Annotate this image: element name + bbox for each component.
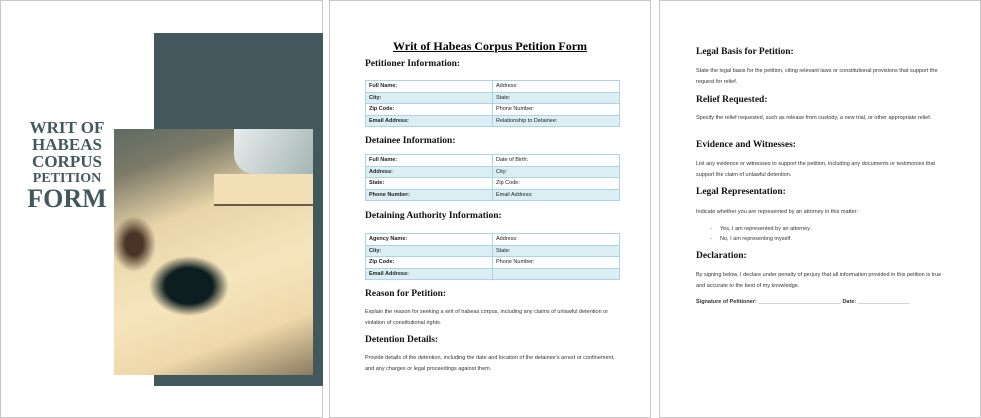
form-field-cell[interactable]: Email Address: [493, 189, 620, 201]
form-field-cell[interactable]: Email Address: [366, 115, 493, 127]
form-page-1 [329, 0, 651, 418]
option-represented: - Yes, I am represented by an attorney. [710, 224, 811, 234]
form-field-cell[interactable]: City: [366, 92, 493, 104]
section-heading: Declaration: [696, 251, 747, 261]
table-row [366, 178, 620, 190]
form-field-cell[interactable]: Relationship to Detainee: [493, 115, 620, 127]
form-field-cell[interactable]: State: [493, 92, 620, 104]
table-row [366, 115, 620, 127]
table-row [366, 81, 620, 93]
form-field-cell[interactable]: Phone Number: [366, 189, 493, 201]
form-field-cell[interactable] [493, 268, 620, 280]
form-field-cell[interactable]: Address: [366, 166, 493, 178]
section-heading: Detention Details: [365, 335, 439, 345]
representation-options [710, 224, 811, 244]
form-field-cell[interactable]: Agency Name: [366, 234, 493, 246]
section-text: Specify the relief requested, such as release from custody, a new trial, or other appropriate relief. [696, 115, 932, 121]
form-field-cell[interactable]: City: [366, 245, 493, 257]
table-row [366, 189, 620, 201]
authority-table [365, 233, 620, 280]
form-field-cell[interactable]: Date of Birth: [493, 155, 620, 167]
table-row [366, 268, 620, 280]
petitioner-table [365, 80, 620, 127]
form-field-cell[interactable]: City: [493, 166, 620, 178]
form-page-2 [659, 0, 981, 418]
form-field-cell[interactable]: Zip Code: [366, 257, 493, 269]
form-field-cell[interactable]: Phone Number: [493, 257, 620, 269]
table-row [366, 155, 620, 167]
section-heading: Evidence and Witnesses: [696, 140, 796, 150]
form-field-cell[interactable]: Phone Number: [493, 104, 620, 116]
form-field-cell[interactable]: State: [493, 245, 620, 257]
section-text: State the legal basis for the petition, citing relevant laws or constitutional provisions that support the request for relief. [696, 68, 938, 85]
table-row [366, 257, 620, 269]
form-field-cell[interactable]: Full Name: [366, 155, 493, 167]
cover-page [0, 0, 323, 418]
section-text: List any evidence or witnesses to support the petition, including any documents or testimonies that support the claim of unlawful detention. [696, 161, 936, 178]
cover-title-line: HABEAS [32, 135, 102, 154]
section-heading: Legal Basis for Petition: [696, 47, 794, 57]
table-row [366, 234, 620, 246]
detainee-table [365, 154, 620, 201]
cover-photo [114, 129, 313, 375]
form-field-cell[interactable]: State: [366, 178, 493, 190]
form-field-cell[interactable]: Full Name: [366, 81, 493, 93]
document-title: Writ of Habeas Corpus Petition Form [392, 39, 588, 53]
form-field-cell[interactable]: Zip Code: [493, 178, 620, 190]
section-heading: Petitioner Information: [365, 59, 461, 69]
form-field-cell[interactable]: Email Address: [366, 268, 493, 280]
section-heading: Detaining Authority Information: [365, 211, 502, 221]
section-heading: Relief Requested: [696, 95, 768, 105]
section-heading: Detainee Information: [365, 136, 456, 146]
section-heading: Legal Representation: [696, 187, 786, 197]
cover-title [23, 119, 111, 211]
section-text: Explain the reason for seeking a writ of habeas corpus, including any claims of unlawful detention or violation of constitutional rights. [365, 309, 609, 326]
section-text: Provide details of the detention, including the date and location of the detainee's arrest or confinement, and any charges or legal proceedings against them. [365, 355, 615, 372]
cover-title-line: FORM [27, 184, 107, 213]
table-row [366, 245, 620, 257]
signature-line[interactable]: Signature of Petitioner: ___________________________ Date: _________________ [696, 299, 910, 305]
table-row [366, 166, 620, 178]
section-text: By signing below, I declare under penalty of perjury that all information provided in this petition is true and accurate to the best of my knowledge. [696, 272, 942, 289]
table-row [366, 104, 620, 116]
form-field-cell[interactable]: Address: [493, 234, 620, 246]
form-field-cell[interactable]: Zip Code: [366, 104, 493, 116]
option-self: - No, I am representing myself. [710, 234, 811, 244]
cover-title-line: CORPUS [32, 152, 102, 171]
section-text: Indicate whether you are represented by an attorney in this matter: [696, 209, 859, 215]
form-field-cell[interactable]: Address: [493, 81, 620, 93]
cover-title-line: PETITION [32, 171, 102, 186]
cover-title-line: WRIT OF [29, 118, 105, 137]
table-row [366, 92, 620, 104]
section-heading: Reason for Petition: [365, 289, 447, 299]
